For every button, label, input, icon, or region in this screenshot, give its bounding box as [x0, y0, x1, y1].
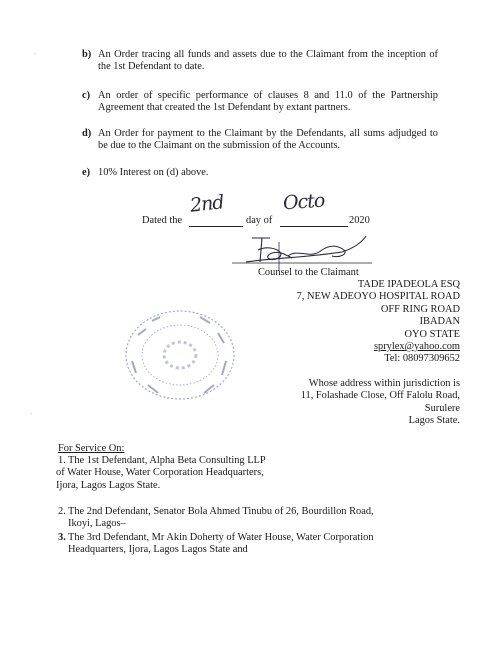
prayer-c	[82, 90, 438, 115]
prayer-text: An Order tracing all funds and assets due to the Claimant from the inception of the 1st Defendant to date.	[98, 49, 438, 73]
dated-line	[142, 215, 382, 231]
jurisdiction-line: Surulere	[424, 402, 460, 414]
prayer-letter: d)	[82, 128, 92, 139]
service-item-line: The 3rd Defendant, Mr Akin Doherty of Water House, Water Corporation	[68, 532, 374, 543]
counsel-address-line: OYO STATE	[404, 328, 460, 340]
counsel-signature	[232, 232, 372, 270]
handwritten-day: 2nd	[188, 191, 225, 217]
prayer-b	[82, 49, 438, 74]
dated-year: 2020	[349, 215, 370, 226]
service-item-3	[58, 532, 440, 557]
service-item-number: 3.	[58, 532, 66, 543]
counsel-address-line: 7, NEW ADEOYO HOSPITAL ROAD	[296, 291, 460, 303]
service-item-line: The 2nd Defendant, Senator Bola Ahmed Tinubu of 26, Bourdillon Road,	[68, 506, 374, 517]
counsel-email-link[interactable]: sprylex@yahoo.com	[373, 341, 460, 353]
service-heading: For Service On:	[58, 443, 125, 454]
service-item-line: Headquarters, Ijora, Lagos Lagos State and	[68, 544, 248, 556]
counsel-name: TADE IPADEOLA ESQ	[357, 279, 460, 290]
scan-mark-top: ·	[34, 50, 37, 58]
dated-prefix: Dated the	[142, 215, 183, 226]
service-item-1	[56, 455, 440, 492]
counsel-tel: Tel: 08097309652	[384, 353, 460, 365]
prayer-text: An order of specific performance of clauses 8 and 11.0 of the Partnership Agreement that created the 1st Defendant by extant partners.	[98, 90, 438, 114]
day-of-label: day of	[246, 215, 273, 226]
month-blank	[280, 226, 348, 227]
service-item-line: of Water House, Water Corporation Headquarters,	[56, 467, 264, 479]
service-item-line: Ikoyi, Lagos–	[68, 518, 126, 530]
service-item-line: Ijora, Lagos Lagos State.	[56, 479, 161, 491]
counsel-role: Counsel to the Claimant	[258, 267, 359, 278]
service-item-number: 1.	[58, 455, 66, 466]
counsel-address-line: IBADAN	[419, 316, 460, 328]
signature-graphic	[232, 232, 372, 270]
prayer-text: An Order for payment to the Claimant by the Defendants, all sums adjudged to be due to the Claimant on the submission of the Accounts.	[98, 128, 438, 152]
service-item-line: The 1st Defendant, Alpha Beta Consulting LLP	[68, 455, 266, 466]
prayer-letter: e)	[82, 167, 91, 178]
service-item-number: 2.	[58, 506, 66, 517]
service-item-2	[58, 506, 440, 531]
counsel-address-line: OFF RING ROAD	[380, 303, 460, 315]
prayer-e	[82, 167, 438, 179]
jurisdiction-line: 11, Folashade Close, Off Falolu Road,	[300, 390, 460, 402]
day-blank	[189, 226, 243, 227]
jurisdiction-line: Whose address within jurisdiction is	[308, 378, 460, 389]
prayer-letter: c)	[82, 90, 91, 101]
prayer-d	[82, 128, 438, 153]
scan-mark-bottom: ·	[30, 410, 33, 418]
prayer-letter: b)	[82, 49, 92, 60]
jurisdiction-line: Lagos State.	[408, 415, 460, 427]
jurisdiction-block	[160, 378, 460, 428]
prayer-text: 10% Interest on (d) above.	[98, 167, 209, 178]
handwritten-month: Octo	[282, 189, 325, 215]
